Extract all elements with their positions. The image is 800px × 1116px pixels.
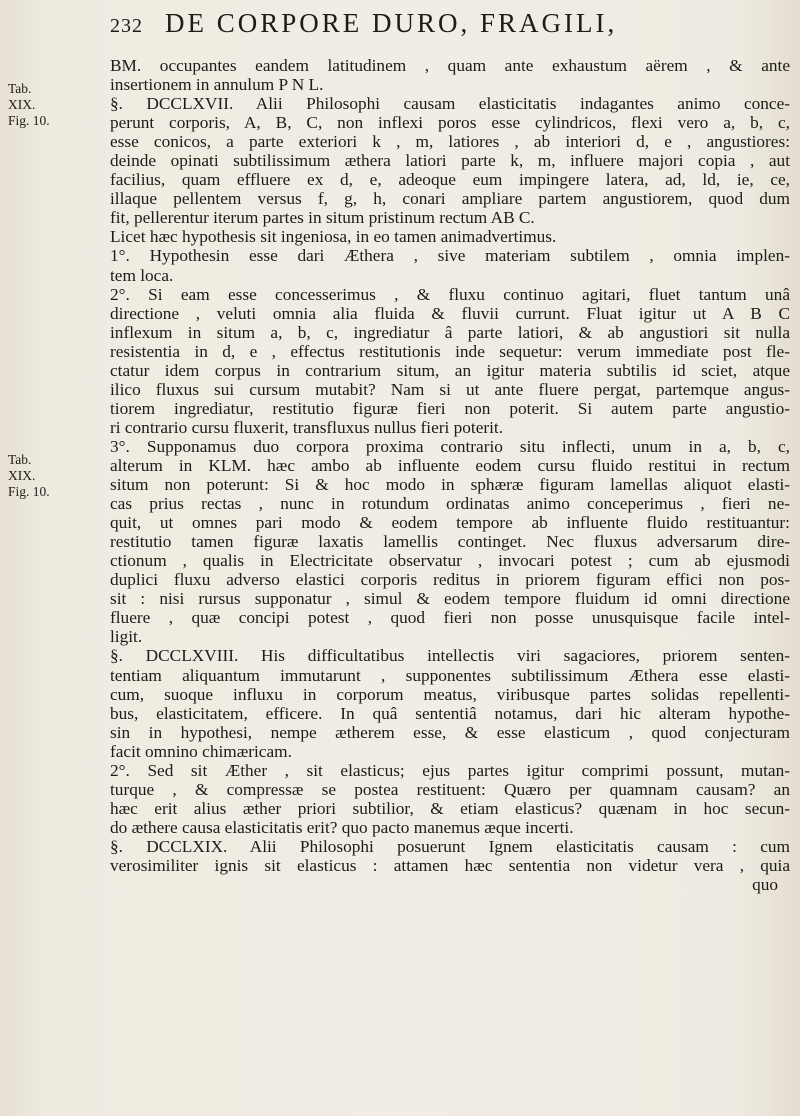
text-line: sin in hypothesi, nempe ætherem esse, & esse elasticum , quod conjecturam (110, 722, 790, 742)
text-line: BM. occupantes eandem latitudinem , quam ante exhaustum aërem , & ante (110, 56, 790, 75)
text-line: turque , & compressæ se postea restituent: Quæro per quamnam causam? an (110, 779, 790, 799)
text-line: hæc erit alius æther priori subtilior, & etiam elasticus? quænam in hoc secun- (110, 798, 790, 818)
margin-note-line: Tab. (8, 452, 32, 467)
text-line: tem loca. (110, 265, 174, 285)
text-line: situm non poterunt: Si & hoc modo in sphæræ figuram lamellas aliquot elasti- (110, 475, 790, 495)
text-line: sit : nisi rursus supponatur , simul & eodem tempore fluidum id omni directione (110, 589, 790, 609)
text-line: fluere , quæ concipi potest , quod fieri non posse unusquisque facile intel- (110, 608, 790, 628)
text-line: cas prius rectas , nunc in rotundum ordinatas animo conceperimus , fieri ne- (110, 494, 790, 514)
body-text (110, 56, 790, 894)
text-line: deinde opinati subtilissimum æthera latiori parte k, m, influere majori copia , aut (110, 151, 790, 171)
text-line: 3°. Supponamus duo corpora proxima contrario situ inflecti, unum in a, b, c, (110, 436, 790, 456)
text-line: ctatur idem corpus in contrarium situm, an igitur materia subtilis id sciet, atque (110, 360, 790, 380)
text-line: §. DCCLXVIII. His difficultatibus intellectis viri sagaciores, priorem senten- (110, 646, 790, 666)
text-line: §. DCCLXVII. Alii Philosophi causam elasticitatis indagantes animo conce- (110, 94, 790, 114)
text-line: facilius, quam effluere ex d, e, adeoque eum impingere latera, ad, ld, ie, ce, (110, 170, 790, 190)
text-line: insertionem in annulum P N L. (110, 75, 324, 95)
text-line: restitutio tamen figuræ laxatis lamellis continget. Nec fluxus adversarum dire- (110, 532, 790, 552)
text-line: facit omnino chimæricam. (110, 741, 292, 761)
text-line: verosimiliter ignis sit elasticus : attamen hæc sententia non videtur vera , quia (110, 855, 790, 875)
text-line: fit, pellerentur iterum partes in situm pristinum rectum AB C. (110, 208, 535, 228)
text-line: ri contrario cursu fluxerit, transfluxus nullus fieri poterit. (110, 417, 504, 437)
text-line: 2°. Sed sit Æther , sit elasticus; ejus partes igitur comprimi possunt, mutan- (110, 760, 790, 780)
margin-note-line: XIX. (8, 97, 36, 112)
text-line: cum, suoque influxu in corporum meatus, viribusque partes solidas repellenti- (110, 684, 790, 704)
text-line: do æthere causa elasticitatis erit? quo pacto manemus æque incerti. (110, 817, 574, 837)
running-title: DE CORPORE DURO, FRAGILI, (165, 8, 618, 38)
text-line: duplici fluxu adverso elastici corporis reditus in priorem figuram effici non pos- (110, 570, 790, 590)
margin-note-line: Tab. (8, 81, 32, 96)
text-line: Licet hæc hypothesis sit ingeniosa, in eo tamen animadvertimus. (110, 227, 557, 247)
text-line: quit, ut omnes pari modo & eodem tempore ab influente fluido restituantur: (110, 513, 790, 533)
text-line: esse conicos, a parte exteriori k , m, latiores , ab interiori d, e , angustiores: (110, 132, 790, 152)
text-line: inflexum in situm a, b, c, ingrediatur â parte latiori, & ab angustiori sit nulla (110, 322, 790, 342)
text-line: 2°. Si eam esse concesserimus , & fluxu continuo agitari, fluet tantum unâ (110, 284, 790, 304)
text-line: perunt corporis, A, B, C, non inflexi poros esse cylindricos, flexi vero a, b, c, (110, 113, 790, 133)
margin-note-line: XIX. (8, 468, 36, 483)
text-line: 1°. Hypothesin esse dari Æthera , sive materiam subtilem , omnia implen- (110, 246, 790, 266)
catchword-line (110, 875, 790, 894)
page-number: 232 (110, 15, 143, 37)
text-line: alterum in KLM. hæc ambo ab influente eodem cursu fluido restitui in rectum (110, 455, 790, 475)
text-line: bus, elasticitatem, efficere. In quâ sententiâ notamus, dari hic alteram hypothe- (110, 703, 790, 723)
margin-note-tab-19-fig-10-second (8, 452, 68, 500)
text-line: tiorem ingrediatur, restitutio figuræ fieri non poterit. Si autem parte angustio- (110, 398, 790, 418)
text-line: ilico fluxus sui cursum mutabit? Nam si ut ante fluere pergat, partemque angus- (110, 379, 790, 399)
margin-note-line: Fig. 10. (8, 113, 50, 128)
text-line: ligit. (110, 627, 143, 647)
text-line: illaque pellentem versus f, g, h, conari ampliare partem angustiorem, quod dum (110, 189, 790, 209)
margin-note-tab-19-fig-10-first (8, 81, 68, 129)
text-line: §. DCCLXIX. Alii Philosophi posuerunt Ignem elasticitatis causam : cum (110, 836, 790, 856)
page-header (110, 8, 790, 52)
catchword: quo (752, 875, 778, 895)
text-line: ctionum , qualis in Electricitate observatur , invocari potest ; cum ab ejusmodi (110, 551, 790, 571)
margin-note-line: Fig. 10. (8, 484, 50, 499)
text-line: tentiam aliquantum immutarunt , supponentes subtilissimum Æthera esse elasti- (110, 665, 790, 685)
text-line: resistentia in d, e , effectus restitutionis inde sequetur: verum immediate post fle- (110, 341, 790, 361)
text-line: directione , veluti omnia alia fluida & fluvii currunt. Fluat igitur ut A B C (110, 303, 790, 323)
